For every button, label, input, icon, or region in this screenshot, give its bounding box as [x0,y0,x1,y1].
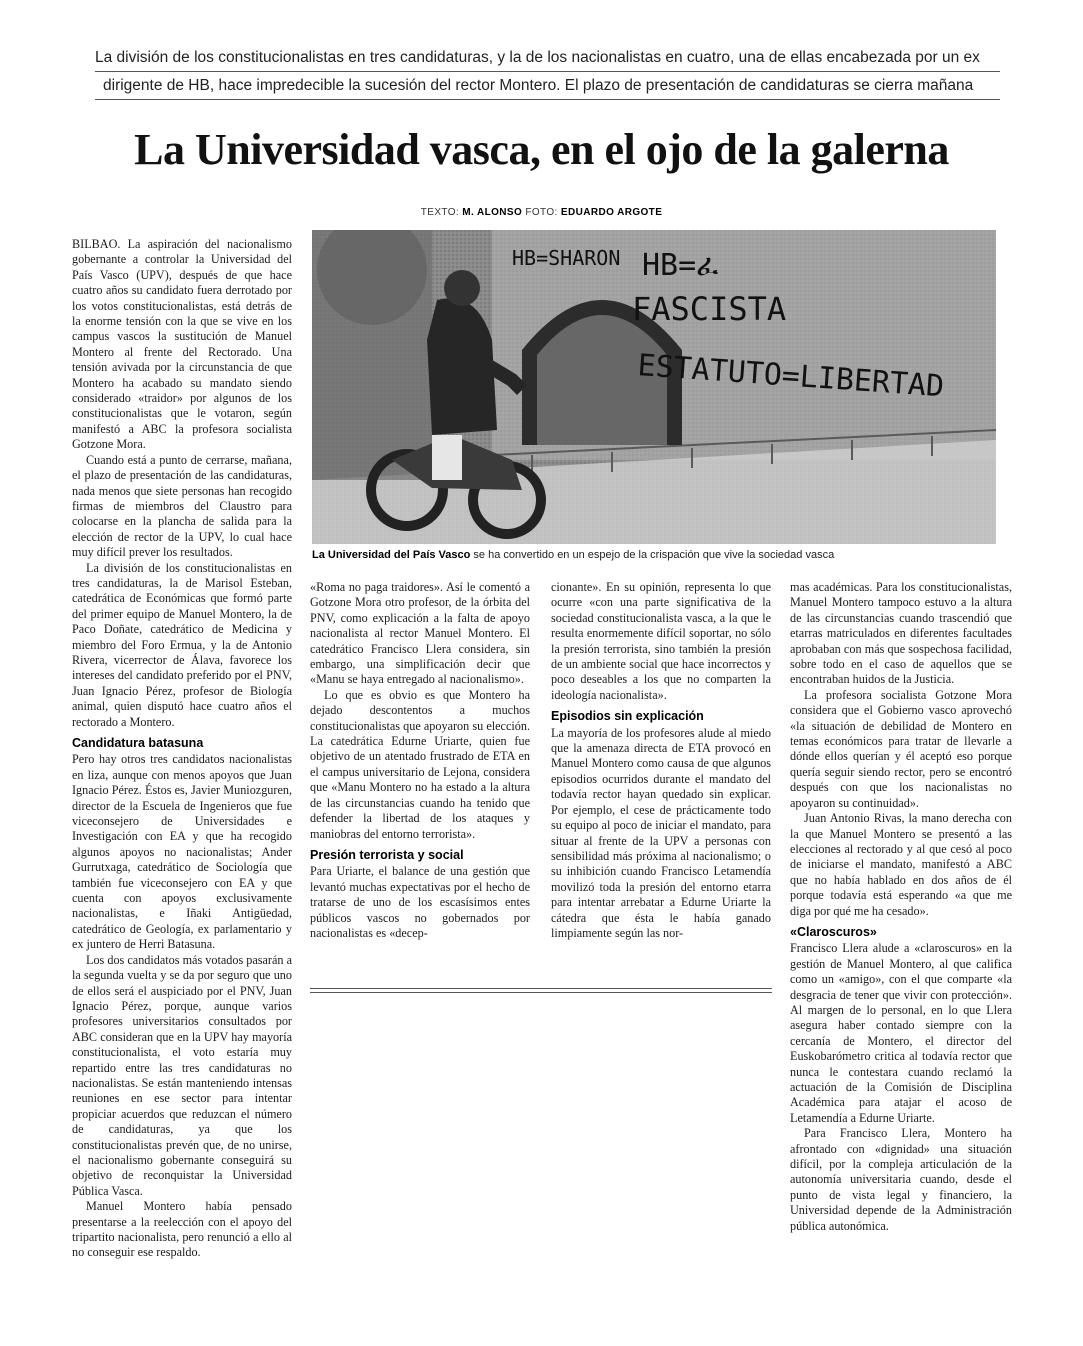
col1-paragraph-1: BILBAO. La aspiración del nacionalismo gobernante a controlar la Universidad del País Vasco (UPV), después de que hace cuatro años su candidato fuera derrotado por los votos constitucionalistas, está detrás de la enorme tensión con la que se vive en los campus vascos la sustitución de Manuel Montero al frente del Rectorado. Una tensión avivada por la circunstancia de que Montero ha acabado su mandato siendo considerado «traidor» por algunos de los constitucionalistas que le votaron, según manifestó a ABC la profesora socialista Gotzone Mora. [72,237,292,452]
graffiti-hb: HB=ፈ [642,248,719,283]
subheading-candidatura-batasuna: Candidatura batasuna [72,736,204,750]
caption-text: se ha convertido en un espejo de la crispación que vive la sociedad vasca [470,549,835,561]
col2-paragraph-3: Para Uriarte, el balance de una gestión que levantó muchas expectativas por el hecho de tratarse de uno de los escasísimos entes públicos vascos no gobernados por nacionalistas es «decep- [310,864,530,940]
col1-paragraph-3: La división de los constitucionalistas en tres candidaturas, la de Marisol Esteban, catedrática de Económicas que formó parte del primer equipo de Manuel Montero, la de Paco Doñate, catedrático de Medicina y miembro del Foro Ermua, y la de Antonio Rivera, vicerrector de Álava, favorece los intereses del candidato preferido por el PNV, Juan Ignacio Pérez, profesor de Biología animal, quien disputó hace cuatro años el rectorado a Montero. [72,560,292,729]
graffiti-fascista: FASCISTA [632,290,787,328]
col1-paragraph-5: Los dos candidatos más votados pasarán a la segunda vuelta y se da por seguro que uno de ellos será el auspiciado por el PNV, Juan Ignacio Pérez, porque, aunque varios profesores universitarios consultados por ABC consideran que en la UPV hay mayoría constitucionalista, el voto estaría muy repartido entre las tres candidaturas no nacionalistas. Se están manteniendo intensas reuniones en ese sector para intentar propiciar acuerdos que reduzcan el número de candidaturas, ya que los constitucionalistas prevén que, de no unirse, el nacionalismo gobernante conseguirá su objetivo de reconquistar la Universidad Pública Vasca. [72,952,292,1198]
col2-paragraph-2: Lo que es obvio es que Montero ha dejado descontentos a muchos constitucionalistas que apoyaron su elección. La catedrática Edurne Uriarte, quien fue objetivo de un atentado frustrado de ETA en el campus universitario de Lejona, considera que «Manu Montero no ha estado a la altura de las circunstancias cuando ha tenido que defender la libertad de los ataques y maniobras del entorno terrorista». [310,687,530,841]
article-column-4 [790,580,1012,1234]
divider-rule-1 [310,988,772,989]
article-column-1 [72,237,292,1261]
deck-line-2: dirigente de HB, hace impredecible la sucesión del rector Montero. El plazo de presentación de candidaturas se cierra mañana [95,72,1000,100]
article-headline: La Universidad vasca, en el ojo de la galerna [134,125,949,174]
photo-caption [312,549,1012,561]
col4-paragraph-1: mas académicas. Para los constitucionalistas, Manuel Montero tampoco estuvo a la altura de las circunstancias cuando trascendió que etarras matriculados en diferentes facultades aprobaban con más que sospechosa facilidad, sobre todo en el caso de aquellos que se encontraban huidos de la Justicia. [790,580,1012,687]
col1-paragraph-2: Cuando está a punto de cerrarse, mañana, el plazo de presentación de las candidaturas, nada menos que siete personas han recogido firmas de miembros del Claustro para colocarse en la plancha de salida para la elección de rector de la UPV, lo cual hace muy difícil prever los resultados. [72,452,292,560]
col3-paragraph-1: cionante». En su opinión, representa lo que ocurre «con una parte significativa de la sociedad constitucionalista vasca, a la que le resulta enormemente difícil soportar, no sólo la presión terrorista, sino también la presión de un ambiente social que hace incorrectos y poco deseables a los que no comparten la ideología nacionalista». [551,580,771,702]
col2-paragraph-1: «Roma no paga traidores». Así le comentó a Gotzone Mora otro profesor, de la órbita del PNV, como explicación a la falta de apoyo nacionalista al rector Manuel Montero. El catedrático Francisco Llera considera, sin embargo, una simplificación decir que «Manu se haya entregado al nacionalismo». [310,580,530,687]
byline-photo-label: FOTO: [525,207,558,218]
col4-paragraph-5: Para Francisco Llera, Montero ha afrontado con «dignidad» una situación difícil, por la compleja articulación de la autonomía universitaria cuando, desde el punto de vista legal y financiero, la Universidad depende de la Administración pública autonómica. [790,1126,1012,1233]
col1-paragraph-4: Pero hay otros tres candidatos nacionalistas en liza, aunque con menos apoyos que Juan Ignacio Pérez. Éstos es, Javier Muniozguren, director de la Escuela de Ingenieros que fue viceconsejero de Universidades e Investigación con EA y que ha recogido algunos apoyos no nacionalistas; Ander Gurrutxaga, catedrático de Sociología que también fue viceconsejero con EA y que cuenta con apoyos exclusivamente nacionalistas, e Iñaki Antigüedad, catedrático de Geología, ex parlamentario y ex juntero de Herri Batasuna. [72,752,292,952]
subheading-presion-terrorista: Presión terrorista y social [310,847,464,862]
subheading-episodios: Episodios sin explicación [551,709,704,724]
article-column-2 [310,580,530,941]
photo-illustration [312,230,996,544]
article-photo [312,230,996,544]
col3-paragraph-2: La mayoría de los profesores alude al miedo que la amenaza directa de ETA provocó en Manuel Montero como causa de que algunos episodios ocurridos durante el mandato del todavía rector hayan quedado sin explicar. Por ejemplo, el cese de prácticamente todo su equipo al poco de iniciar el mandato, para situar al frente de la UPV a personas con sensibilidad más próxima al nacionalismo; o su inhibición cuando Francisco Letamendía movilizó toda la presión del entorno etarra para intentar arrebatar a Edurne Uriarte la cátedra que ésta le había ganado limpiamente según las nor- [551,725,771,940]
byline-author: M. ALONSO [462,207,523,218]
caption-bold: La Universidad del País Vasco [312,549,471,561]
article-column-3 [551,580,771,941]
col1-paragraph-6: Manuel Montero había pensado presentarse a la reelección con el apoyo del tripartito nacionalista, pero renunció a ello al no conseguir ese respaldo. [72,1199,292,1260]
article-deck [95,44,1000,100]
col4-paragraph-4: Francisco Llera alude a «claroscuros» en la gestión de Manuel Montero, al que califica como un «amigo», con el que comparte «la desgracia de tener que vivir con protección». Al margen de lo personal, en lo que Llera asegura haber contado siempre con la cercanía de Montero, el director del Euskobarómetro critica al todavía rector que nunca le contestara cuando reclamó la actuación de la Comisión de Disciplina Académica para atajar el acoso de Letamendía a Edurne Uriarte. [790,941,1012,1125]
divider-rule-2 [310,992,772,993]
byline-photographer: EDUARDO ARGOTE [560,207,663,218]
byline [0,207,1083,218]
subheading-claroscuros: «Claroscuros» [790,924,877,939]
byline-text-label: TEXTO: [420,207,460,218]
col4-paragraph-2: La profesora socialista Gotzone Mora considera que el Gobierno vasco aprovechó «la situación de debilidad de Montero en temas económicos para tratar de llevarle a dónde ellos querían y él aceptó eso porque quería seguir siendo rector, pero se encontró después con que los nacionalistas no apoyaron su continuidad». [790,687,1012,810]
col4-paragraph-3: Juan Antonio Rivas, la mano derecha con la que Manuel Montero se presentó a las elecciones al rectorado y al que cesó al poco de iniciarse el mandato, manifestó a ABC que no había hablado en dos años de él porque todavía está esperando «a que me diga por qué me ha cesado». [790,811,1012,918]
deck-line-1: La división de los constitucionalistas en tres candidaturas, y la de los nacionalistas en cuatro, una de ellas encabezada por un ex [95,44,1000,72]
graffiti-hb-sharon: HB=SHARON [512,246,621,270]
graffiti-estatuto: ESTATUTO=LIBERTAD [636,348,946,405]
